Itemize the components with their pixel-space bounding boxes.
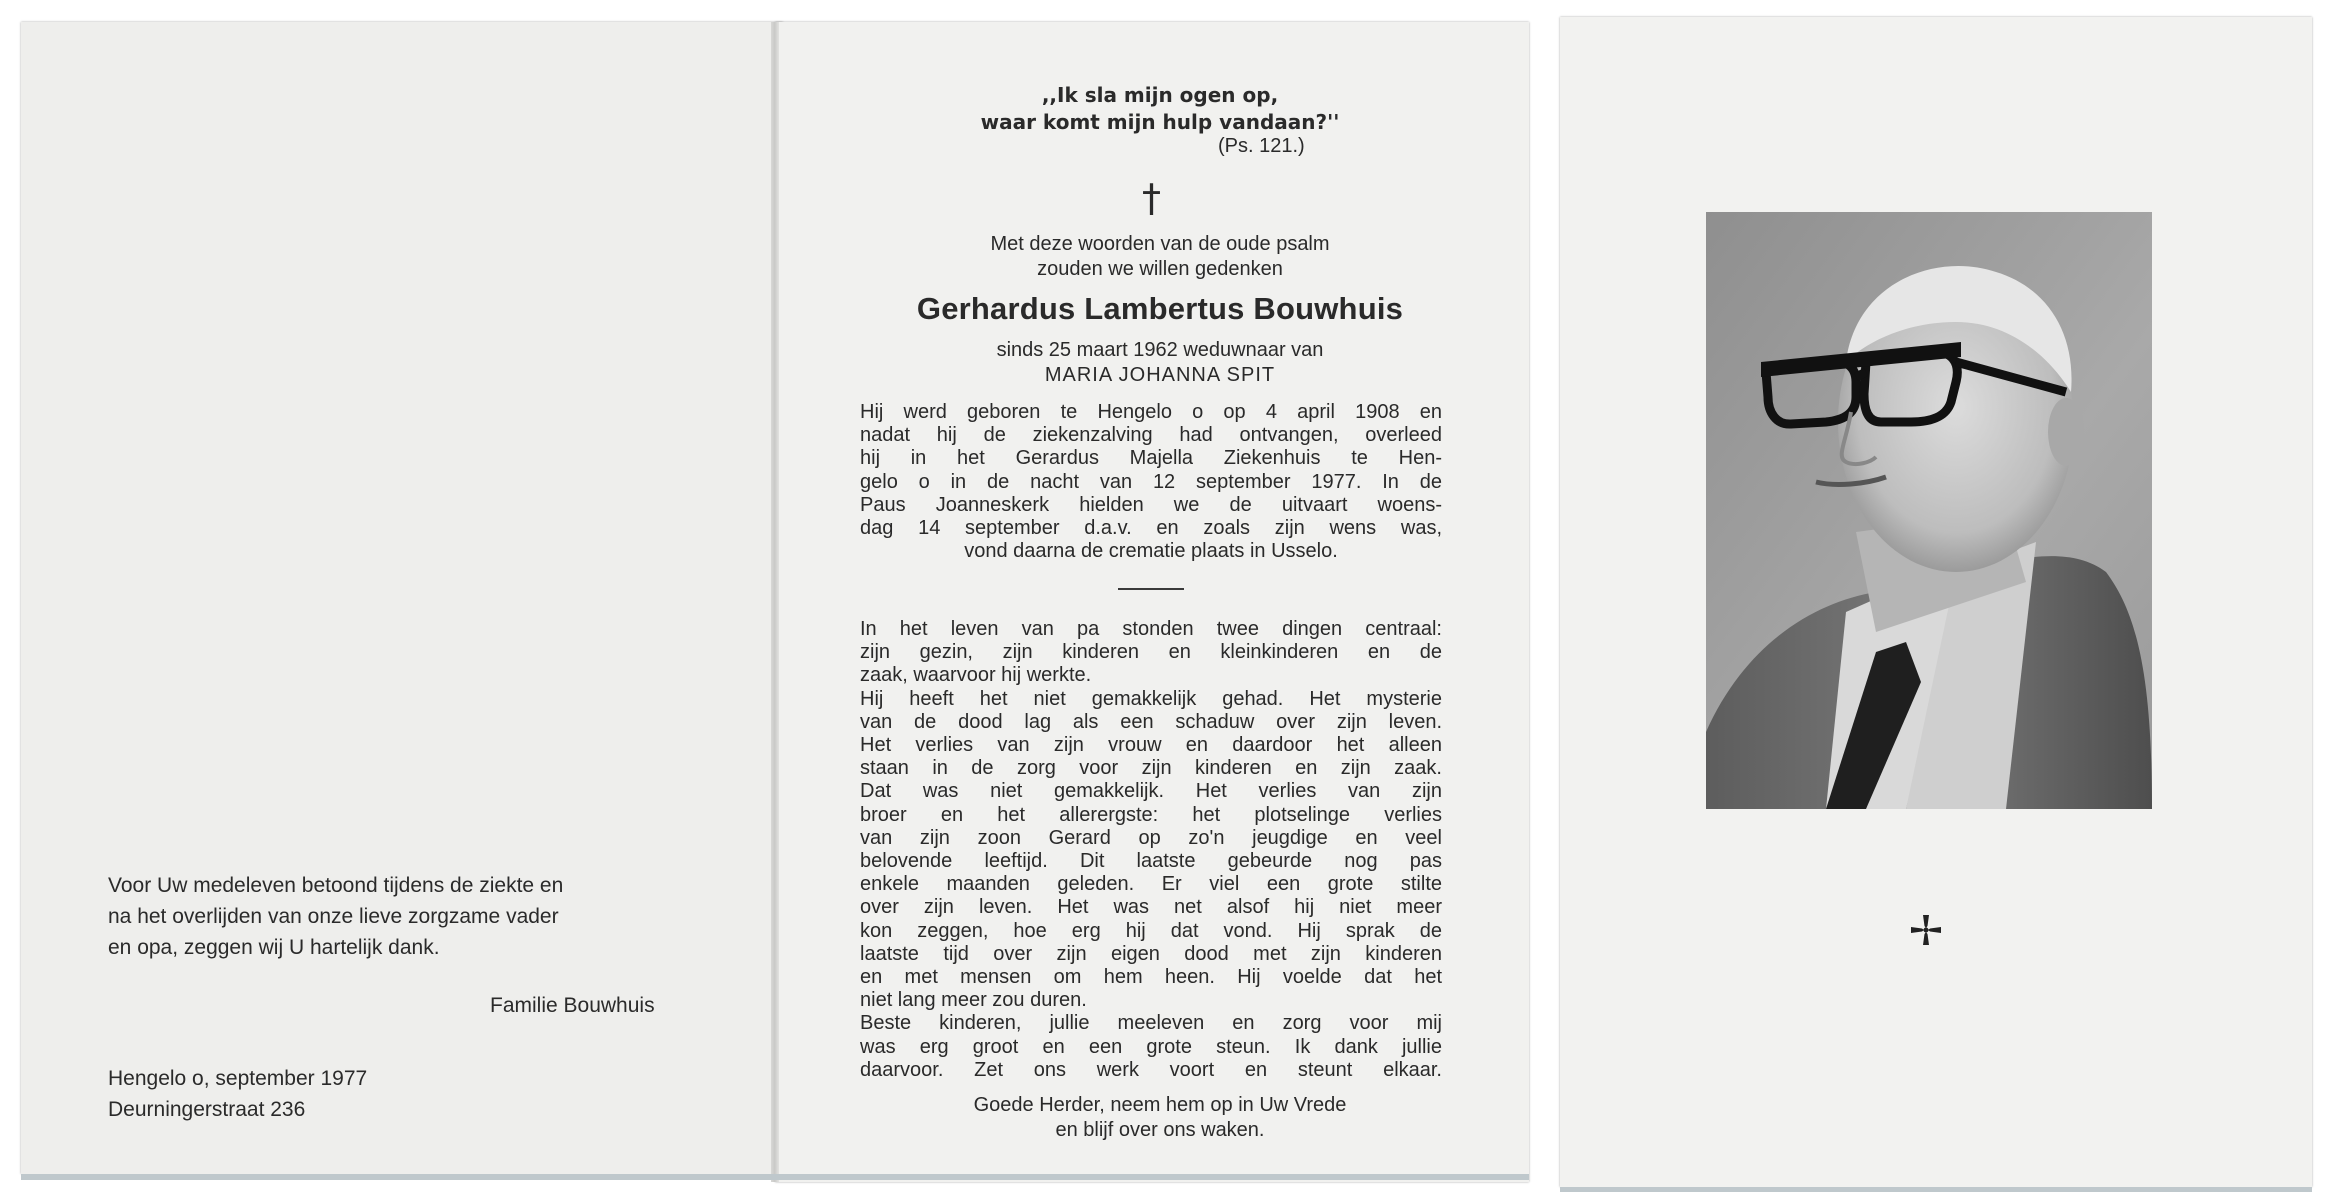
- card-bottom-edge-right: [1560, 1187, 2312, 1192]
- prayer-line: en blijf over ons waken.: [1055, 1119, 1265, 1141]
- memory-line: In het leven van pa stonden twee dingen centraal:: [860, 618, 1442, 640]
- memory-line: van de dood lag als een schaduw over zijn leven.: [860, 710, 1442, 733]
- thanks-line: na het overlijden van onze lieve zorgzame vader: [108, 905, 559, 928]
- memory-line: daarvoor. Zet ons werk voort en steunt elkaar.: [860, 1058, 1442, 1081]
- memory-line: zijn gezin, zijn kinderen en kleinkinderen en de: [860, 641, 1442, 664]
- memory-line: Het verlies van zijn vrouw en daardoor het alleen: [860, 734, 1442, 757]
- bio-line: vond daarna de crematie plaats in Usselo.: [964, 540, 1338, 563]
- memory-line: broer en het allerergste: het plotselinge verlies: [860, 803, 1442, 826]
- bio-line: gelo o in de nacht van 12 september 1977. In de: [860, 470, 1442, 493]
- memory-line: laatste tijd over zijn eigen dood met zijn kinderen: [860, 942, 1442, 965]
- intro-line: Met deze woorden van de oude psalm: [990, 233, 1330, 255]
- deceased-name: Gerhardus Lambertus Bouwhuis: [916, 291, 1404, 326]
- divider-rule: [1118, 588, 1184, 590]
- prayer-line: Goede Herder, neem hem op in Uw Vrede: [973, 1094, 1347, 1116]
- thanks-line: Voor Uw medeleven betoond tijdens de ziekte en: [108, 874, 564, 897]
- bio-line: hij in het Gerardus Majella Ziekenhuis te Hen-: [860, 447, 1442, 470]
- thanks-message: [108, 870, 694, 963]
- memory-line: belovende leeftijd. Dit laatste gebeurde nog pas: [860, 850, 1442, 873]
- family-signature: Familie Bouwhuis: [490, 994, 655, 1017]
- bio-line: dag 14 september d.a.v. en zoals zijn wens was,: [860, 517, 1442, 540]
- memory-line: Hij heeft het niet gemakkelijk gehad. Het mysterie: [860, 687, 1442, 710]
- memory-line: van zijn zoon Gerard op zo'n jeugdige en veel: [860, 826, 1442, 849]
- memory-line: zaak, waarvoor hij werkte.: [860, 664, 1092, 687]
- memory-line: Dat was niet gemakkelijk. Het verlies van zijn: [860, 780, 1442, 803]
- cross-pattee-icon: [1909, 913, 1943, 947]
- bio-line: Hij werd geboren te Hengelo o op 4 april 1908 en: [860, 401, 1442, 423]
- bio-line: nadat hij de ziekenzalving had ontvangen, overleed: [860, 424, 1442, 447]
- bio-line: Paus Joanneskerk hielden we de uitvaart woens-: [860, 493, 1442, 516]
- place-date: Hengelo o, september 1977: [108, 1067, 368, 1090]
- spouse-name: MARIA JOHANNA SPIT: [1044, 364, 1276, 386]
- thanks-line: en opa, zeggen wij U hartelijk dank.: [108, 936, 440, 959]
- memory-line: Beste kinderen, jullie meeleven en zorg voor mij: [860, 1012, 1442, 1035]
- memory-line: over zijn leven. Het was net alsof hij niet meer: [860, 896, 1442, 919]
- psalm-quote: [960, 82, 1360, 136]
- memory-line: was erg groot en een grote steun. Ik dank jullie: [860, 1035, 1442, 1058]
- closing-prayer: [860, 1093, 1460, 1143]
- memory-text: [860, 618, 1442, 1082]
- psalm-reference: (Ps. 121.): [1218, 135, 1305, 157]
- dagger-cross-icon: †: [1142, 176, 1161, 220]
- portrait-photo: [1706, 212, 2152, 809]
- memory-line: kon zeggen, hoe erg hij dat vond. Hij sprak de: [860, 919, 1442, 942]
- card-left-page: [21, 22, 783, 1174]
- memory-line: staan in de zorg voor zijn kinderen en zijn zaak.: [860, 757, 1442, 780]
- card-bottom-edge: [21, 1174, 1529, 1180]
- memory-line: en met mensen om hem heen. Hij voelde dat het: [860, 966, 1442, 989]
- memory-line: enkele maanden geleden. Er viel een grote stilte: [860, 873, 1442, 896]
- memory-line: niet lang meer zou duren.: [860, 989, 1087, 1012]
- place-and-address: [108, 1063, 367, 1125]
- quote-line: waar komt mijn hulp vandaan?'': [980, 110, 1340, 134]
- intro-line: zouden we willen gedenken: [1037, 258, 1283, 280]
- address: Deurningerstraat 236: [108, 1098, 306, 1121]
- widow-line: sinds 25 maart 1962 weduwnaar van: [996, 339, 1324, 361]
- intro-text: [860, 232, 1460, 282]
- card-fold: [771, 22, 779, 1182]
- quote-line: ,,Ik sla mijn ogen op,: [1041, 83, 1279, 107]
- biography: [860, 401, 1442, 563]
